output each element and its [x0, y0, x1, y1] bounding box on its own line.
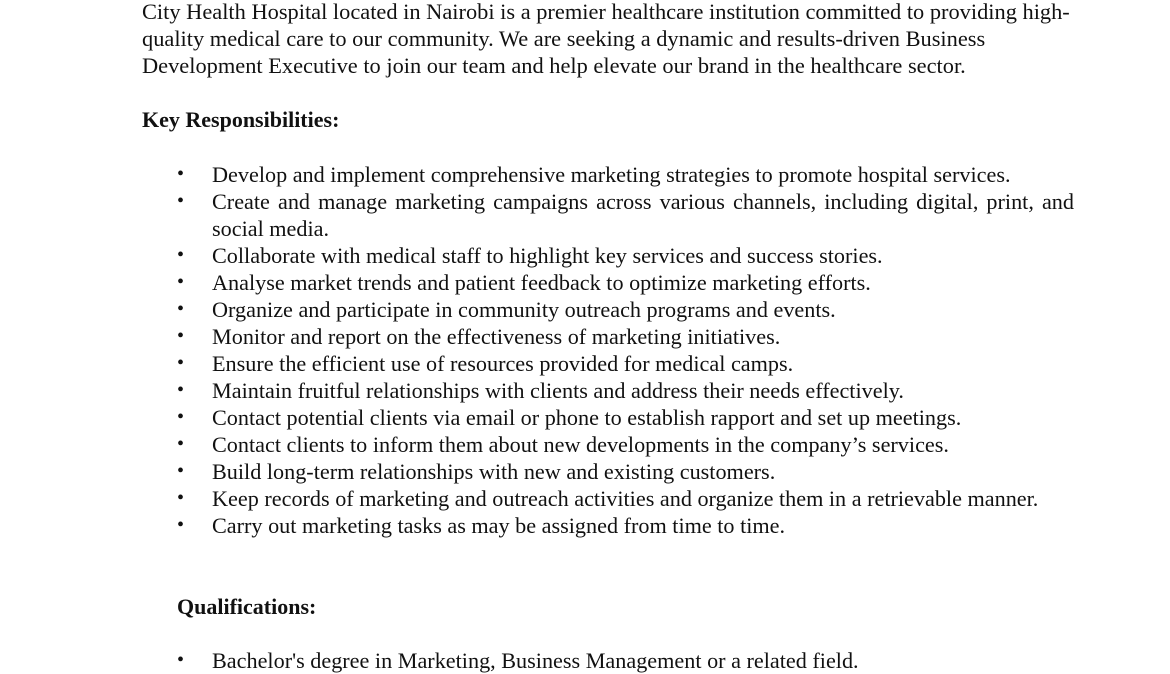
list-item: [177, 404, 1074, 431]
list-item: [177, 242, 1074, 269]
key-responsibilities-heading: Key Responsibilities:: [142, 107, 340, 132]
list-item: [177, 485, 1074, 512]
bullet-icon: •: [177, 352, 185, 374]
list-item: [177, 296, 1074, 323]
responsibilities-list: [177, 161, 1074, 539]
list-item-text: Develop and implement comprehensive marketing strategies to promote hospital services.: [212, 162, 1011, 187]
list-item-text: Analyse market trends and patient feedback to optimize marketing efforts.: [212, 270, 871, 295]
list-item-text: Contact potential clients via email or phone to establish rapport and set up meetings.: [212, 405, 962, 430]
bullet-icon: •: [177, 460, 185, 482]
bullet-icon: •: [177, 406, 185, 428]
qualifications-list: [177, 647, 1074, 674]
intro-paragraph: City Health Hospital located in Nairobi is a premier healthcare institution committed to providing high-quality medical care to our community. We are seeking a dynamic and results-driven Business Development Executive to join our team and help elevate our brand in the healthcare sector.: [142, 0, 1070, 79]
bullet-icon: •: [177, 298, 185, 320]
list-item: [177, 647, 1074, 674]
list-item-text: Maintain fruitful relationships with clients and address their needs effectively.: [212, 378, 904, 403]
bullet-icon: •: [177, 271, 185, 293]
bullet-icon: •: [177, 487, 185, 509]
list-item-text: Ensure the efficient use of resources provided for medical camps.: [212, 351, 794, 376]
list-item-text: Contact clients to inform them about new developments in the company’s services.: [212, 432, 949, 457]
list-item-text: Create and manage marketing campaigns across various channels, including digital, print, and social media.: [212, 189, 1074, 241]
bullet-icon: •: [177, 244, 185, 266]
list-item: [177, 161, 1074, 188]
bullet-icon: •: [177, 163, 185, 185]
bullet-icon: •: [177, 649, 185, 671]
bullet-icon: •: [177, 433, 185, 455]
list-item: [177, 323, 1074, 350]
qualifications-heading: Qualifications:: [177, 594, 317, 619]
bullet-icon: •: [177, 190, 185, 212]
list-item-text: Organize and participate in community outreach programs and events.: [212, 297, 836, 322]
list-item-text: Build long-term relationships with new and existing customers.: [212, 459, 776, 484]
list-item: [177, 188, 1074, 242]
list-item-text: Collaborate with medical staff to highlight key services and success stories.: [212, 243, 883, 268]
list-item-text: Carry out marketing tasks as may be assigned from time to time.: [212, 513, 786, 538]
list-item-text: Monitor and report on the effectiveness of marketing initiatives.: [212, 324, 781, 349]
bullet-icon: •: [177, 379, 185, 401]
list-item: [177, 350, 1074, 377]
bullet-icon: •: [177, 514, 185, 536]
list-item: [177, 269, 1074, 296]
list-item: [177, 458, 1074, 485]
list-item-text: Keep records of marketing and outreach activities and organize them in a retrievable manner.: [212, 486, 1039, 511]
list-item-text: Bachelor's degree in Marketing, Business Management or a related field.: [212, 648, 859, 673]
list-item: [177, 431, 1074, 458]
bullet-icon: •: [177, 325, 185, 347]
list-item: [177, 377, 1074, 404]
list-item: [177, 512, 1074, 539]
